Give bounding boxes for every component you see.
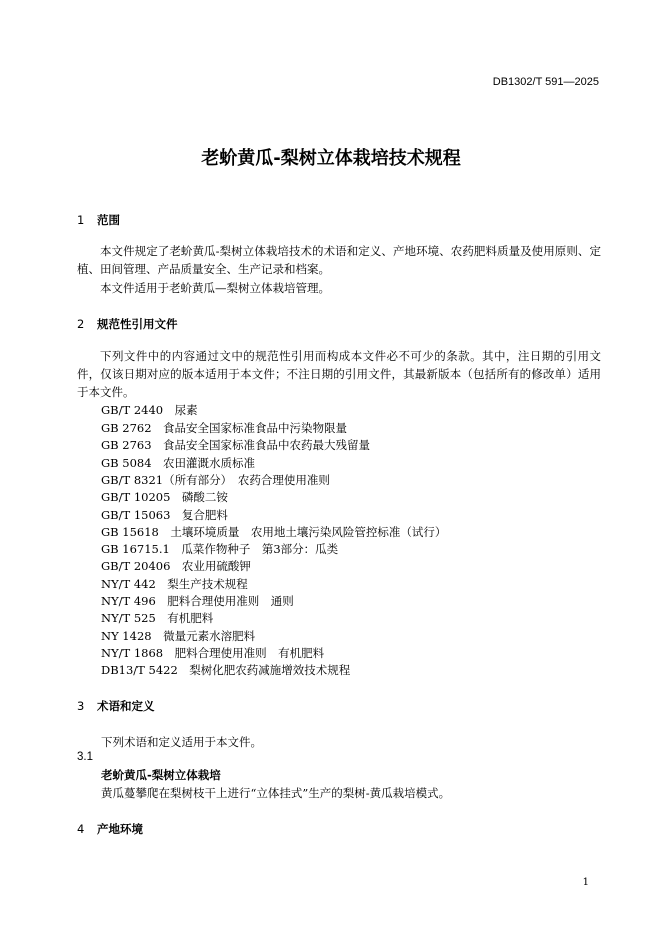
reference-item: DB13/T 5422 梨树化肥农药减施增效技术规程 bbox=[101, 663, 351, 677]
section-title: 产地环境 bbox=[97, 822, 143, 836]
reference-item: GB/T 2440 尿素 bbox=[101, 403, 198, 417]
page-number: 1 bbox=[582, 877, 589, 888]
reference-item: NY 1428 微量元素水溶肥料 bbox=[101, 629, 256, 643]
reference-item: GB 15618 土壤环境质量 农用地土壤污染风险管控标准（试行） bbox=[101, 525, 447, 539]
document-title: 老蚧黄瓜-梨树立体栽培技术规程 bbox=[201, 148, 461, 169]
section-number: 3 bbox=[77, 699, 85, 713]
reference-item: NY/T 525 有机肥料 bbox=[101, 611, 214, 625]
section-heading-2 bbox=[77, 316, 178, 332]
section-number: 1 bbox=[77, 213, 85, 227]
scope-paragraph-2: 本文件适用于老蚧黄瓜—梨树立体栽培管理。 bbox=[100, 281, 330, 295]
term-name: 老蚧黄瓜-梨树立体栽培 bbox=[101, 768, 221, 782]
reference-item: GB 5084 农田灌溉水质标准 bbox=[101, 456, 256, 470]
reference-item: GB/T 10205 磷酸二铵 bbox=[101, 490, 228, 504]
section-heading-3 bbox=[77, 698, 155, 714]
reference-item: GB/T 15063 复合肥料 bbox=[101, 508, 228, 522]
section-title: 规范性引用文件 bbox=[97, 317, 178, 331]
reference-item: NY/T 496 肥料合理使用准则 通则 bbox=[101, 594, 294, 608]
section-title: 术语和定义 bbox=[97, 699, 155, 713]
standard-number: DB1302/T 591—2025 bbox=[492, 76, 599, 88]
terms-intro: 下列术语和定义适用于本文件。 bbox=[101, 735, 262, 749]
reference-item: GB/T 8321（所有部分） 农药合理使用准则 bbox=[101, 473, 330, 487]
normative-intro: 下列文件中的内容通过文中的规范性引用而构成本文件必不可少的条款。其中，注日期的引用文件，仅该日期对应的版本适用于本文件；不注日期的引用文件，其最新版本（包括所有的修改单）适用于本文件。 bbox=[77, 349, 601, 399]
reference-item: GB 2762 食品安全国家标准食品中污染物限量 bbox=[101, 421, 348, 435]
reference-item: NY/T 1868 肥料合理使用准则 有机肥料 bbox=[101, 646, 325, 660]
section-number: 4 bbox=[77, 822, 85, 836]
reference-item: NY/T 442 梨生产技术规程 bbox=[101, 577, 248, 591]
section-title: 范围 bbox=[97, 213, 120, 227]
section-heading-4 bbox=[77, 821, 143, 837]
term-definition: 黄瓜蔓攀爬在梨树枝干上进行“立体挂式”生产的梨树-黄瓜栽培模式。 bbox=[101, 786, 451, 800]
section-heading-1 bbox=[77, 212, 120, 228]
term-number: 3.1 bbox=[77, 751, 93, 763]
section-number: 2 bbox=[77, 317, 85, 331]
reference-item: GB 2763 食品安全国家标准食品中农药最大残留量 bbox=[101, 438, 371, 452]
scope-paragraph-1: 本文件规定了老蚧黄瓜-梨树立体栽培技术的术语和定义、产地环境、农药肥料质量及使用原则、定植、田间管理、产品质量安全、生产记录和档案。 bbox=[77, 244, 601, 276]
reference-item: GB 16715.1 瓜菜作物种子 第3部分：瓜类 bbox=[101, 542, 339, 556]
reference-item: GB/T 20406 农业用硫酸钾 bbox=[101, 559, 251, 573]
